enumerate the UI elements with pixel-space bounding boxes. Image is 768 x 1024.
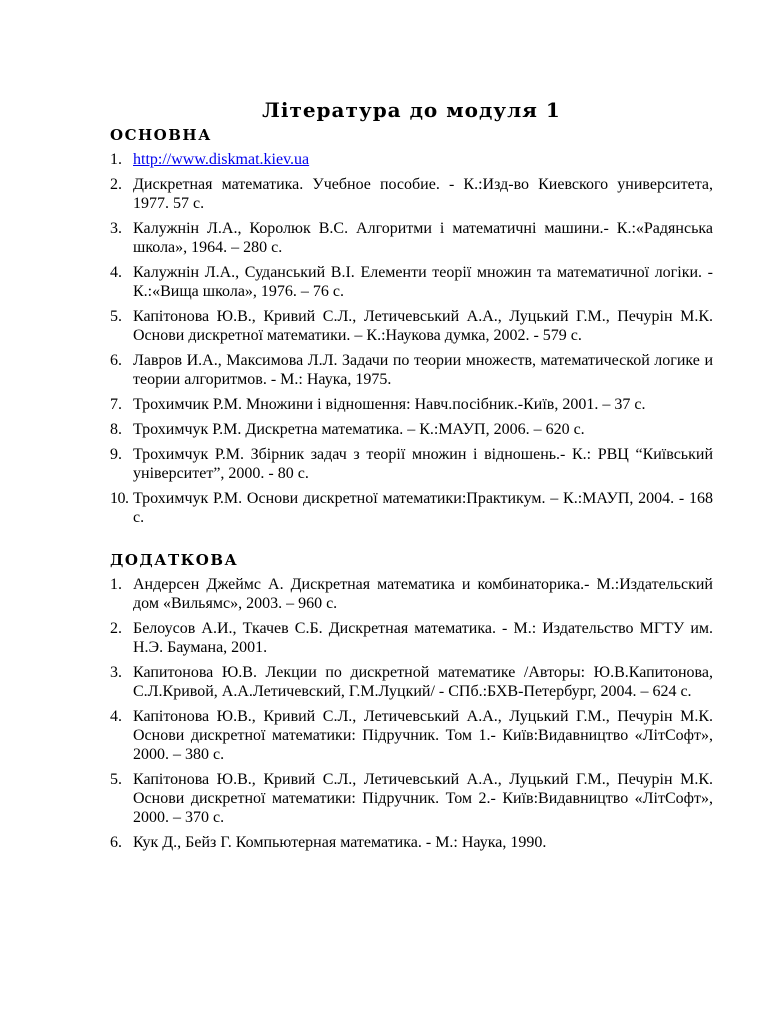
list-item <box>110 707 713 764</box>
list-item <box>110 575 713 613</box>
page-title: Література до модуля 1 <box>262 98 561 122</box>
section-heading-basic: ОСНОВНА <box>110 126 212 144</box>
item-number: 2. <box>110 620 122 637</box>
list-item <box>110 619 713 657</box>
item-number: 6. <box>110 352 122 369</box>
item-number: 5. <box>110 771 122 788</box>
item-text: Трохимчук Р.М. Дискретна математика. – К.:МАУП, 2006. – 620 с. <box>133 421 585 438</box>
list-item <box>110 770 713 827</box>
item-number: 7. <box>110 396 122 413</box>
item-number: 9. <box>110 446 122 463</box>
list-item <box>110 395 713 414</box>
item-number: 1. <box>110 576 122 593</box>
item-text: Капитонова Ю.В. Лекции по дискретной математике /Авторы: Ю.В.Капитонова, С.Л.Кривой, А.А.Летичевский, Г.М.Луцкий/ - СПб.:БХВ-Петербург, 2004. – 624 с. <box>133 664 713 700</box>
basic-literature-list <box>110 150 713 527</box>
item-text: Капітонова Ю.В., Кривий С.Л., Летичевський А.А., Луцький Г.М., Печурін М.К. Основи дискретної математики: Підручник. Том 2.- Київ:Видавництво «ЛітСофт», 2000. – 370 с. <box>133 771 713 826</box>
list-item <box>110 445 713 483</box>
item-text: Трохимчик Р.М. Множини і відношення: Навч.посібник.-Київ, 2001. – 37 с. <box>133 396 646 413</box>
item-text: Дискретная математика. Учебное пособие. - К.:Изд-во Киевского университета, 1977. 57 с. <box>133 176 713 212</box>
item-number: 4. <box>110 264 122 281</box>
item-number: 8. <box>110 421 122 438</box>
item-number: 1. <box>110 151 122 168</box>
item-number: 4. <box>110 708 122 725</box>
list-item <box>110 420 713 439</box>
item-text: Калужнін Л.А., Королюк В.С. Алгоритми і математичні машини.- К.:«Радянська школа», 1964. – 280 с. <box>133 220 713 256</box>
item-text: Кук Д., Бейз Г. Компьютерная математика. - М.: Наука, 1990. <box>133 834 547 851</box>
item-text: Лавров И.А., Максимова Л.Л. Задачи по теории множеств, математической логике и теории алгоритмов. - М.: Наука, 1975. <box>133 352 713 388</box>
item-number: 5. <box>110 308 122 325</box>
list-item <box>110 219 713 257</box>
list-item <box>110 175 713 213</box>
item-text: Трохимчук Р.М. Основи дискретної математики:Практикум. – К.:МАУП, 2004. - 168 с. <box>133 490 713 526</box>
item-number: 6. <box>110 834 122 851</box>
item-number: 3. <box>110 220 122 237</box>
list-item <box>110 150 713 169</box>
item-number: 10. <box>110 490 129 507</box>
item-text: Капітонова Ю.В., Кривий С.Л., Летичевський А.А., Луцький Г.М., Печурін М.К. Основи дискретної математики: Підручник. Том 1.- Київ:Видавництво «ЛітСофт», 2000. – 380 с. <box>133 708 713 763</box>
item-text: Белоусов А.И., Ткачев С.Б. Дискретная математика. - М.: Издательство МГТУ им. Н.Э. Баумана, 2001. <box>133 620 713 656</box>
item-text: Андерсен Джеймс А. Дискретная математика и комбинаторика.- М.:Издательский дом «Вильямс», 2003. – 960 с. <box>133 576 713 612</box>
list-item <box>110 307 713 345</box>
item-text: Капітонова Ю.В., Кривий С.Л., Летичевський А.А., Луцький Г.М., Печурін М.К. Основи дискретної математики. – К.:Наукова думка, 2002. - 579 с. <box>133 308 713 344</box>
item-text: Трохимчук Р.М. Збірник задач з теорії множин і відношень.- К.: РВЦ “Київський університет”, 2000. - 80 с. <box>133 446 713 482</box>
document-page <box>110 96 713 858</box>
list-item <box>110 833 713 852</box>
diskmat-link[interactable]: http://www.diskmat.kiev.ua <box>133 151 310 168</box>
item-text: Калужнін Л.А., Суданський В.І. Елементи теорії множин та математичної логіки. - К.:«Вища школа», 1976. – 76 с. <box>133 264 713 300</box>
list-item <box>110 663 713 701</box>
section-heading-additional: ДОДАТКОВА <box>110 551 239 569</box>
item-number: 3. <box>110 664 122 681</box>
list-item <box>110 351 713 389</box>
item-number: 2. <box>110 176 122 193</box>
list-item <box>110 489 713 527</box>
list-item <box>110 263 713 301</box>
additional-literature-list <box>110 575 713 852</box>
